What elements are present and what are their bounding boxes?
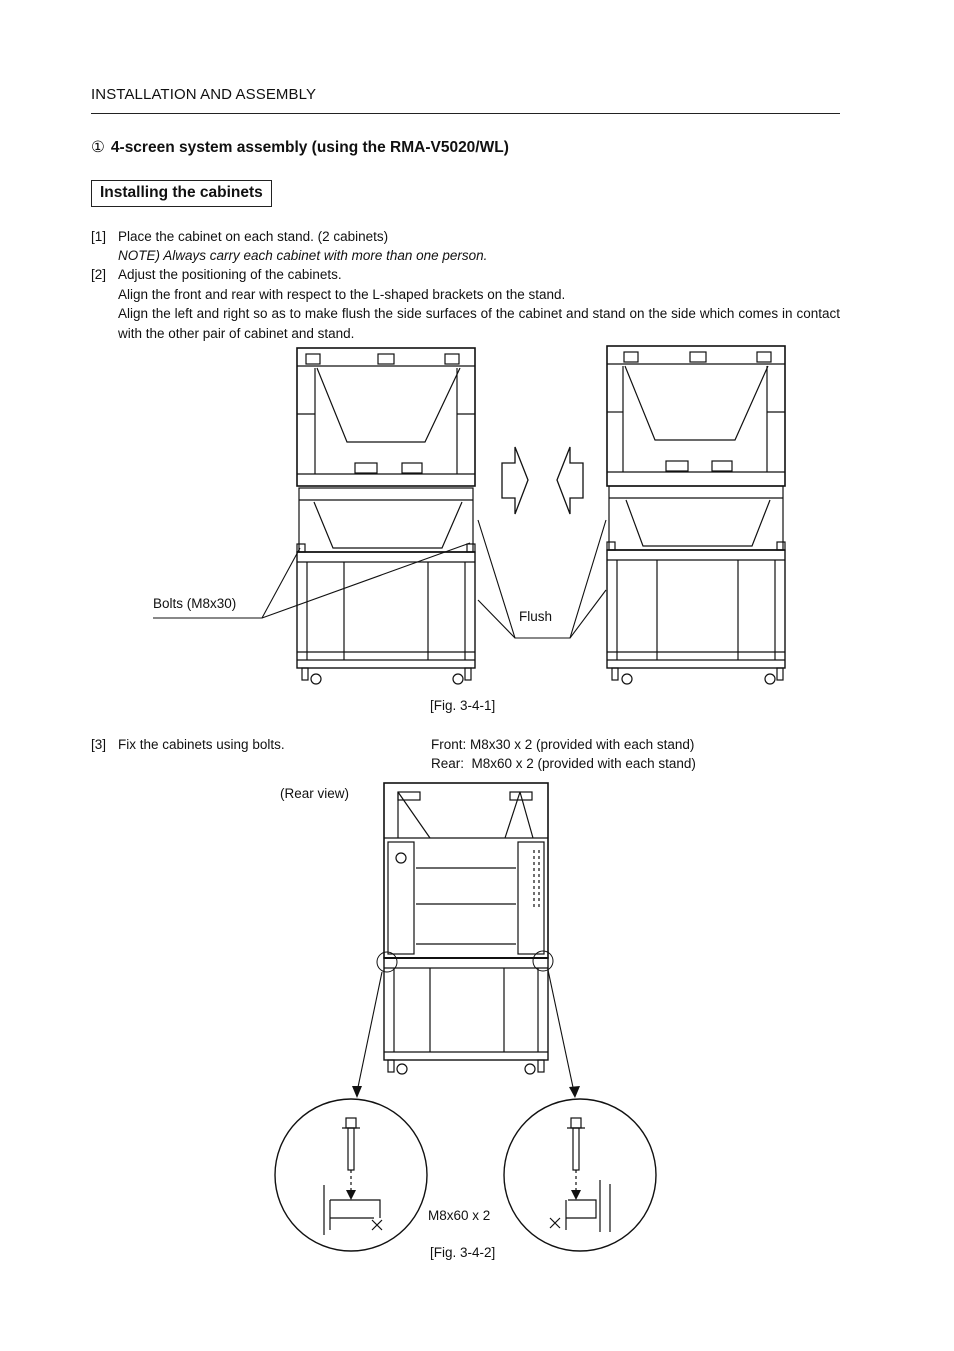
step-2-line2: Align the front and rear with respect to the L-shaped brackets on the stand. [118, 287, 566, 302]
rear-view-drawing [377, 783, 553, 1074]
step-1-text: Place the cabinet on each stand. (2 cabinets) [118, 229, 389, 244]
step-3-text: Fix the cabinets using bolts. [118, 737, 285, 752]
rear-view-label: (Rear view) [280, 786, 350, 801]
step-2-line3: Align the left and right so as to make flush the side surfaces of the cabinet and stand on the side which comes in contact with the other pair of cabinet and stand. [118, 306, 840, 341]
section-title-text: 4-screen system assembly (using the RMA-V5020/WL) [110, 139, 509, 156]
step-2-number: [2] [91, 267, 107, 282]
right-cabinet-drawing [607, 346, 785, 684]
bolts-label: Bolts (M8x30) [153, 596, 237, 611]
step-3-front-bolts: Front: M8x30 x 2 (provided with each stand) [431, 737, 695, 752]
bolt-spec-label: M8x60 x 2 [428, 1208, 491, 1223]
flush-label: Flush [519, 609, 553, 624]
detail-circle-right-drawing [504, 1099, 656, 1251]
step-1-number: [1] [91, 229, 107, 244]
step-1-note: NOTE) Always carry each cabinet with more than one person. [118, 248, 488, 263]
step-3-number: [3] [91, 737, 107, 752]
left-cabinet-drawing [297, 348, 475, 684]
section-marker: ① [91, 139, 105, 156]
subsection-title: Installing the cabinets [91, 180, 272, 207]
figure-2-caption: [Fig. 3-4-2] [430, 1245, 496, 1260]
step-3-rear-bolts: Rear: M8x60 x 2 (provided with each stand) [431, 756, 696, 771]
detail-circle-left-drawing [275, 1099, 427, 1251]
right-arrow-shape [502, 447, 528, 514]
left-arrow-shape [557, 447, 583, 514]
figure-1-caption: [Fig. 3-4-1] [430, 698, 496, 713]
page-header: INSTALLATION AND ASSEMBLY [91, 86, 317, 103]
step-2-text: Adjust the positioning of the cabinets. [118, 267, 342, 282]
